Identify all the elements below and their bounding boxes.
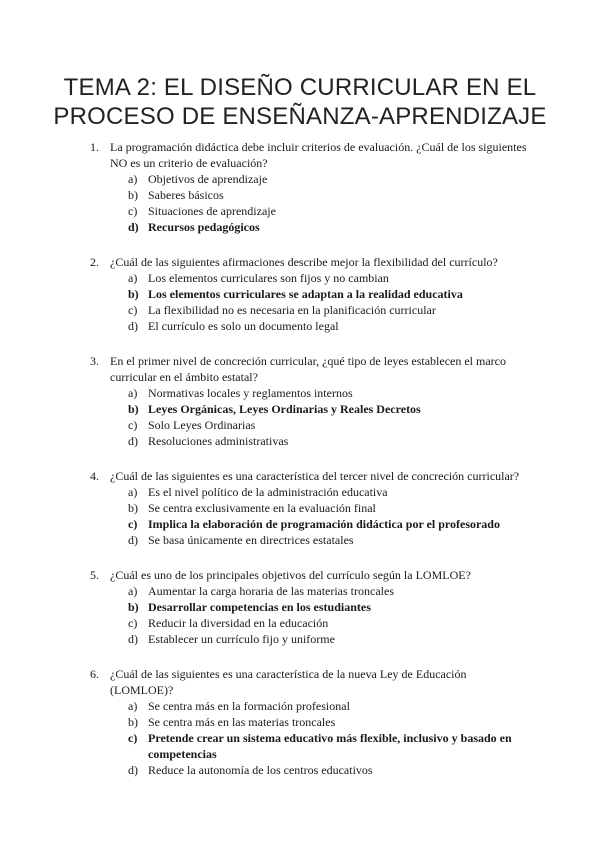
option-text: Solo Leyes Ordinarias (148, 418, 256, 432)
title-line-2: PROCESO DE ENSEÑANZA-APRENDIZAJE (53, 103, 547, 130)
option-c (110, 516, 530, 532)
option-text: Es el nivel político de la administración educativa (148, 485, 388, 499)
option-letter: c) (128, 303, 138, 317)
option-letter: b) (128, 501, 138, 515)
option-text: Se basa únicamente en directrices estatales (148, 533, 354, 547)
option-a (110, 270, 530, 286)
option-letter: b) (128, 600, 139, 614)
option-c (110, 615, 530, 631)
option-text: Aumentar la carga horaria de las materias troncales (148, 584, 394, 598)
option-text: Recursos pedagógicos (148, 220, 260, 234)
question-5 (90, 567, 530, 647)
option-b (110, 599, 530, 615)
option-text: Resoluciones administrativas (148, 434, 289, 448)
page-title (0, 73, 600, 131)
option-text: Se centra más en la formación profesional (148, 699, 350, 713)
question-number: 3. (90, 354, 99, 368)
question-text: La programación didáctica debe incluir criterios de evaluación. ¿Cuál de los siguientes NO es un criterio de evaluación? (110, 140, 527, 170)
option-letter: a) (128, 271, 138, 285)
option-text: Se centra exclusivamente en la evaluación final (148, 501, 376, 515)
option-letter: c) (128, 616, 138, 630)
option-letter: b) (128, 287, 139, 301)
option-b (110, 401, 530, 417)
option-letter: d) (128, 434, 138, 448)
question-1 (90, 139, 530, 235)
option-list (110, 171, 530, 235)
option-d (110, 433, 530, 449)
option-text: Leyes Orgánicas, Leyes Ordinarias y Reales Decretos (148, 402, 421, 416)
option-text: La flexibilidad no es necesaria en la planificación curricular (148, 303, 436, 317)
option-letter: b) (128, 188, 138, 202)
option-letter: a) (128, 584, 138, 598)
question-number: 2. (90, 255, 99, 269)
option-list (110, 698, 530, 778)
option-b (110, 286, 530, 302)
option-text: Pretende crear un sistema educativo más flexible, inclusivo y basado en competencias (148, 731, 512, 761)
option-text: Reduce la autonomía de los centros educativos (148, 763, 373, 777)
option-c (110, 203, 530, 219)
option-a (110, 385, 530, 401)
question-number: 6. (90, 667, 99, 681)
option-b (110, 187, 530, 203)
option-d (110, 532, 530, 548)
option-letter: c) (128, 517, 138, 531)
option-a (110, 698, 530, 714)
question-number: 4. (90, 469, 99, 483)
option-letter: a) (128, 485, 138, 499)
option-letter: d) (128, 763, 138, 777)
question-number: 1. (90, 140, 99, 154)
question-6 (90, 666, 530, 778)
option-text: Desarrollar competencias en los estudiantes (148, 600, 371, 614)
option-list (110, 484, 530, 548)
question-list (90, 139, 530, 797)
option-a (110, 484, 530, 500)
option-b (110, 714, 530, 730)
option-list (110, 583, 530, 647)
option-text: Situaciones de aprendizaje (148, 204, 276, 218)
option-text: Implica la elaboración de programación didáctica por el profesorado (148, 517, 500, 531)
option-text: El currículo es solo un documento legal (148, 319, 339, 333)
option-letter: c) (128, 204, 138, 218)
option-c (110, 302, 530, 318)
option-c (110, 730, 530, 762)
option-letter: b) (128, 402, 139, 416)
option-text: Objetivos de aprendizaje (148, 172, 268, 186)
option-letter: d) (128, 220, 139, 234)
option-text: Reducir la diversidad en la educación (148, 616, 329, 630)
option-text: Normativas locales y reglamentos internos (148, 386, 353, 400)
option-d (110, 219, 530, 235)
option-d (110, 318, 530, 334)
option-list (110, 270, 530, 334)
option-letter: c) (128, 418, 138, 432)
title-line-1: TEMA 2: EL DISEÑO CURRICULAR EN EL (63, 74, 537, 101)
option-d (110, 762, 530, 778)
option-letter: b) (128, 715, 138, 729)
option-text: Saberes básicos (148, 188, 224, 202)
question-text: ¿Cuál es uno de los principales objetivos del currículo según la LOMLOE? (110, 568, 471, 582)
option-d (110, 631, 530, 647)
question-text: ¿Cuál de las siguientes afirmaciones describe mejor la flexibilidad del currículo? (110, 255, 498, 269)
option-b (110, 500, 530, 516)
option-c (110, 417, 530, 433)
question-text: En el primer nivel de concreción curricular, ¿qué tipo de leyes establecen el marco curricular en el ámbito estatal? (110, 354, 506, 384)
question-2 (90, 254, 530, 334)
question-3 (90, 353, 530, 449)
option-list (110, 385, 530, 449)
option-letter: a) (128, 386, 138, 400)
question-text: ¿Cuál de las siguientes es una característica del tercer nivel de concreción curricular? (110, 469, 520, 483)
question-text: ¿Cuál de las siguientes es una característica de la nueva Ley de Educación (LOMLOE)? (110, 667, 467, 697)
option-text: Establecer un currículo fijo y uniforme (148, 632, 335, 646)
option-text: Los elementos curriculares se adaptan a la realidad educativa (148, 287, 463, 301)
option-letter: d) (128, 533, 138, 547)
option-letter: d) (128, 319, 138, 333)
option-text: Los elementos curriculares son fijos y no cambian (148, 271, 389, 285)
option-a (110, 171, 530, 187)
option-letter: c) (128, 731, 138, 745)
option-a (110, 583, 530, 599)
question-number: 5. (90, 568, 99, 582)
option-letter: d) (128, 632, 138, 646)
option-letter: a) (128, 699, 138, 713)
question-4 (90, 468, 530, 548)
option-text: Se centra más en las materias troncales (148, 715, 336, 729)
option-letter: a) (128, 172, 138, 186)
